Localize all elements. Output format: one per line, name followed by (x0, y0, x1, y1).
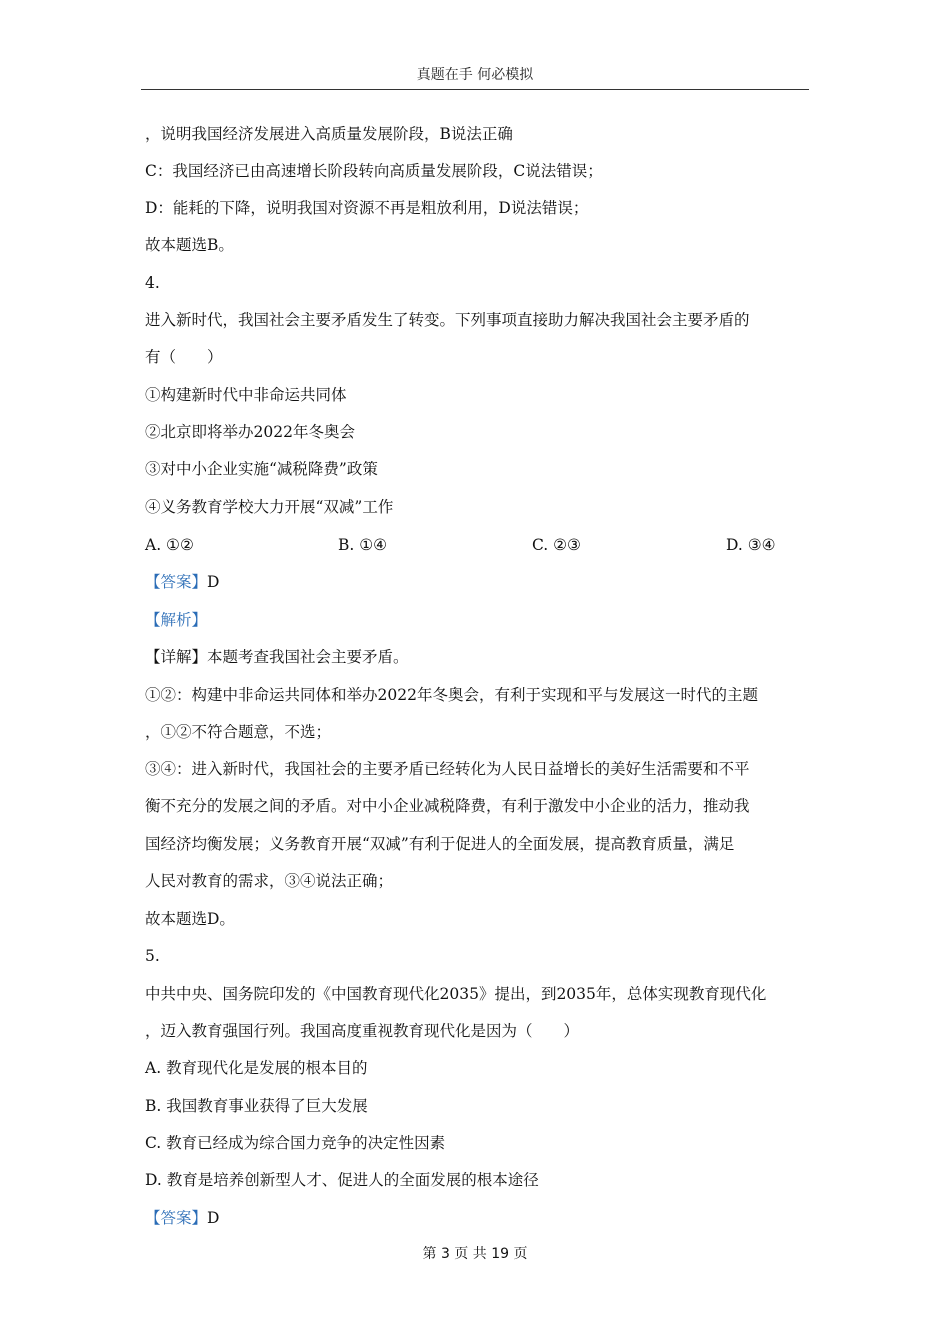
statement-item: ③对中小企业实施“减税降费”政策 (145, 460, 378, 478)
statement-item: ②北京即将举办2022年冬奥会 (145, 423, 355, 441)
text-line: C：我国经济已由高速增长阶段转向高质量发展阶段，C说法错误； (145, 162, 603, 180)
statement-item: ④义务教育学校大力开展“双减”工作 (145, 498, 394, 516)
explanation-line: 衡不充分的发展之间的矛盾。对中小企业减税降费，有利于激发中小企业的活力，推动我 (145, 797, 750, 815)
page-footer: 第 3 页 共 19 页 (422, 1246, 528, 1262)
detail-line (145, 647, 409, 667)
question-number: 4. (145, 274, 160, 292)
option-b: B. ①④ (338, 536, 388, 554)
option-c: C. ②③ (532, 536, 581, 554)
header-divider (141, 89, 809, 90)
question-stem: 进入新时代，我国社会主要矛盾发生了转变。下列事项直接助力解决我国社会主要矛盾的 (145, 311, 750, 329)
text-line: ，说明我国经济发展进入高质量发展阶段，B说法正确 (145, 125, 513, 143)
question-stem: 有（ ） (145, 348, 223, 366)
explanation-line: ③④：进入新时代，我国社会的主要矛盾已经转化为人民日益增长的美好生活需要和不平 (145, 760, 750, 778)
answer-options-row (0, 535, 950, 555)
page-header-title: 真题在手 何必模拟 (416, 67, 534, 83)
question-number: 5. (145, 947, 160, 965)
option-a: A. 教育现代化是发展的根本目的 (145, 1059, 368, 1077)
analysis-label: 【解析】 (145, 611, 208, 629)
explanation-line: 人民对教育的需求，③④说法正确； (145, 872, 394, 890)
analysis-line (145, 610, 207, 630)
question-stem: 中共中央、国务院印发的《中国教育现代化2035》提出，到2035年，总体实现教育现代化 (145, 985, 767, 1003)
conclusion-line: 故本题选D。 (145, 910, 235, 928)
option-d: D. 教育是培养创新型人才、促进人的全面发展的根本途径 (145, 1171, 539, 1189)
option-d: D. ③④ (726, 536, 776, 554)
detail-text: 本题考查我国社会主要矛盾。 (207, 648, 409, 666)
explanation-line: 国经济均衡发展；义务教育开展“双减”有利于促进人的全面发展，提高教育质量，满足 (145, 835, 735, 853)
explanation-line: ，①②不符合题意，不选； (145, 723, 332, 741)
answer-label: 【答案】 (145, 1209, 208, 1227)
option-a: A. ①② (145, 536, 194, 554)
option-c: C. 教育已经成为综合国力竞争的决定性因素 (145, 1134, 446, 1152)
text-line: D：能耗的下降，说明我国对资源不再是粗放利用，D说法错误； (145, 199, 589, 217)
answer-line (145, 1208, 219, 1228)
answer-line (145, 572, 219, 592)
detail-label: 【详解】 (145, 648, 208, 666)
answer-value: D (207, 573, 220, 591)
statement-item: ①构建新时代中非命运共同体 (145, 386, 347, 404)
option-b: B. 我国教育事业获得了巨大发展 (145, 1097, 368, 1115)
text-line: 故本题选B。 (145, 236, 234, 254)
question-stem: ，迈入教育强国行列。我国高度重视教育现代化是因为（ ） (145, 1022, 580, 1040)
answer-label: 【答案】 (145, 573, 208, 591)
explanation-line: ①②：构建中非命运共同体和举办2022年冬奥会，有利于实现和平与发展这一时代的主题 (145, 686, 758, 704)
answer-value: D (207, 1209, 220, 1227)
